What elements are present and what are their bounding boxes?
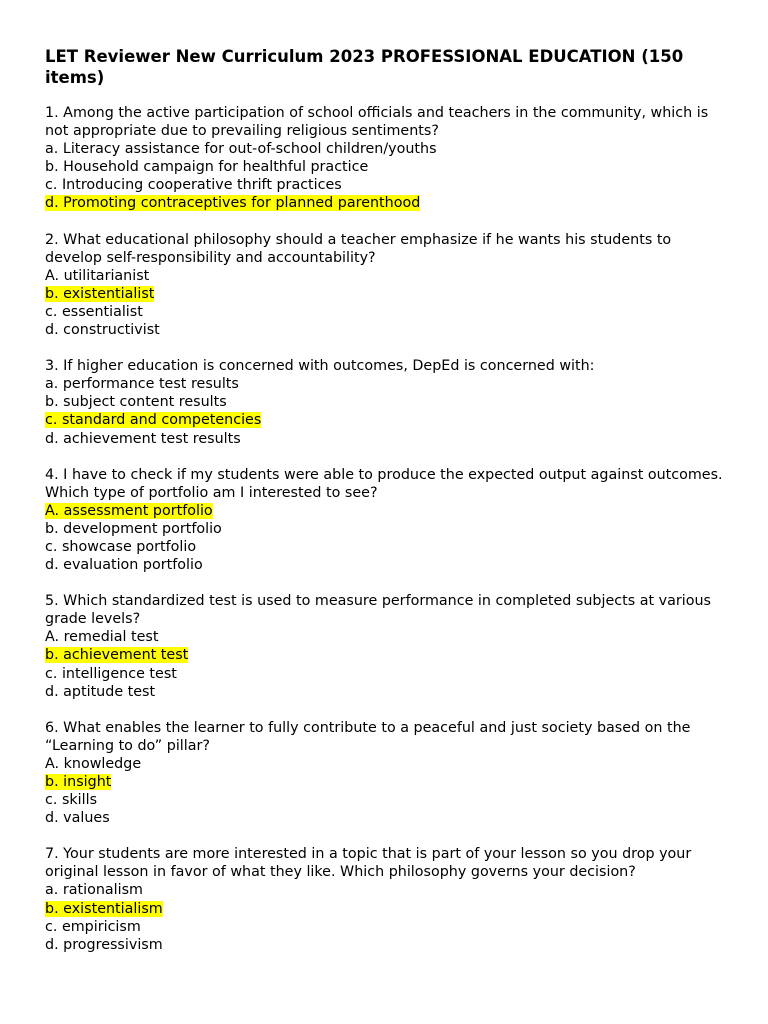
answer-option: [45, 158, 725, 176]
answer-option: [45, 140, 725, 158]
answer-option: [45, 809, 725, 827]
answer-option-text: c. essentialist: [45, 303, 143, 320]
question-block: [45, 231, 725, 340]
answer-option-text: d. constructivist: [45, 322, 160, 339]
answer-option: [45, 881, 725, 899]
answer-option-highlighted: [45, 285, 725, 303]
answer-option: [45, 303, 725, 321]
question-block: [45, 104, 725, 213]
answer-option-text: b. existentialist: [45, 285, 155, 302]
answer-option-text: c. Introducing cooperative thrift practices: [45, 177, 342, 194]
answer-option: [45, 538, 725, 556]
answer-option: [45, 791, 725, 809]
answer-option-text: A. remedial test: [45, 629, 159, 646]
answer-option-text: d. evaluation portfolio: [45, 557, 203, 574]
answer-option: [45, 556, 725, 574]
answer-option: [45, 683, 725, 701]
answer-option-text: b. existentialism: [45, 900, 163, 917]
answer-option-text: c. standard and competencies: [45, 412, 262, 429]
question-text: 7. Your students are more interested in a topic that is part of your lesson so you drop your original lesson in favor of what they like. Which philosophy governs your decision?: [45, 846, 696, 881]
answer-option: [45, 375, 725, 393]
answer-option-text: A. assessment portfolio: [45, 502, 213, 519]
answer-option-text: a. rationalism: [45, 882, 143, 899]
answer-option-highlighted: [45, 194, 725, 212]
answer-option-text: d. achievement test results: [45, 430, 241, 447]
answer-option-text: b. insight: [45, 774, 112, 790]
answer-option-text: d. progressivism: [45, 936, 163, 953]
answer-option-text: A. knowledge: [45, 755, 142, 772]
answer-option-text: c. skills: [45, 792, 98, 809]
answer-option: [45, 628, 725, 646]
answer-option-text: b. achievement test: [45, 647, 189, 664]
question-block: [45, 592, 725, 701]
answer-option: [45, 176, 725, 194]
question-list: [45, 104, 728, 954]
question-text: 3. If higher education is concerned with outcomes, DepEd is concerned with:: [45, 358, 595, 375]
question-block: [45, 719, 725, 828]
question-block: [45, 845, 725, 954]
answer-option-text: b. development portfolio: [45, 520, 222, 537]
answer-option-text: c. showcase portfolio: [45, 538, 197, 555]
answer-option-text: b. subject content results: [45, 394, 227, 411]
answer-option-text: A. utilitarianist: [45, 267, 150, 284]
question-text: 5. Which standardized test is used to measure performance in completed subjects at various grade levels?: [45, 593, 716, 628]
answer-option: [45, 321, 725, 339]
question-text: 6. What enables the learner to fully contribute to a peaceful and just society based on the “Learning to do” pillar?: [45, 719, 696, 754]
answer-option-text: a. Literacy assistance for out-of-school children/youths: [45, 141, 437, 158]
answer-option: [45, 665, 725, 683]
answer-option: [45, 755, 725, 773]
answer-option-text: d. values: [45, 810, 110, 827]
question-text: 2. What educational philosophy should a teacher emphasize if he wants his students to develop self-responsibility and accountability?: [45, 231, 676, 266]
answer-option: [45, 936, 725, 954]
answer-option-text: d. aptitude test: [45, 683, 156, 700]
answer-option: [45, 918, 725, 936]
answer-option: [45, 430, 725, 448]
question-block: [45, 466, 728, 575]
answer-option: [45, 520, 725, 538]
answer-option: [45, 267, 725, 285]
answer-option-highlighted: [45, 773, 725, 791]
question-text: 4. I have to check if my students were able to produce the expected output against outcomes. Which type of portfolio am I interested to see?: [45, 466, 728, 501]
answer-option-highlighted: [45, 646, 725, 664]
question-block: [45, 357, 725, 447]
answer-option-highlighted: [45, 502, 725, 520]
answer-option-text: c. intelligence test: [45, 665, 177, 682]
answer-option-text: a. performance test results: [45, 376, 239, 393]
answer-option-highlighted: [45, 411, 725, 429]
answer-option-text: d. Promoting contraceptives for planned parenthood: [45, 195, 421, 212]
question-text: 1. Among the active participation of school officials and teachers in the community, which is not appropriate due to prevailing religious sentiments?: [45, 105, 713, 140]
document-page: [45, 46, 728, 972]
answer-option-text: c. empiricism: [45, 918, 141, 935]
answer-option-text: b. Household campaign for healthful practice: [45, 159, 369, 176]
document-title: LET Reviewer New Curriculum 2023 PROFESSIONAL EDUCATION (150 items): [45, 47, 684, 87]
answer-option: [45, 393, 725, 411]
answer-option-highlighted: [45, 900, 725, 918]
